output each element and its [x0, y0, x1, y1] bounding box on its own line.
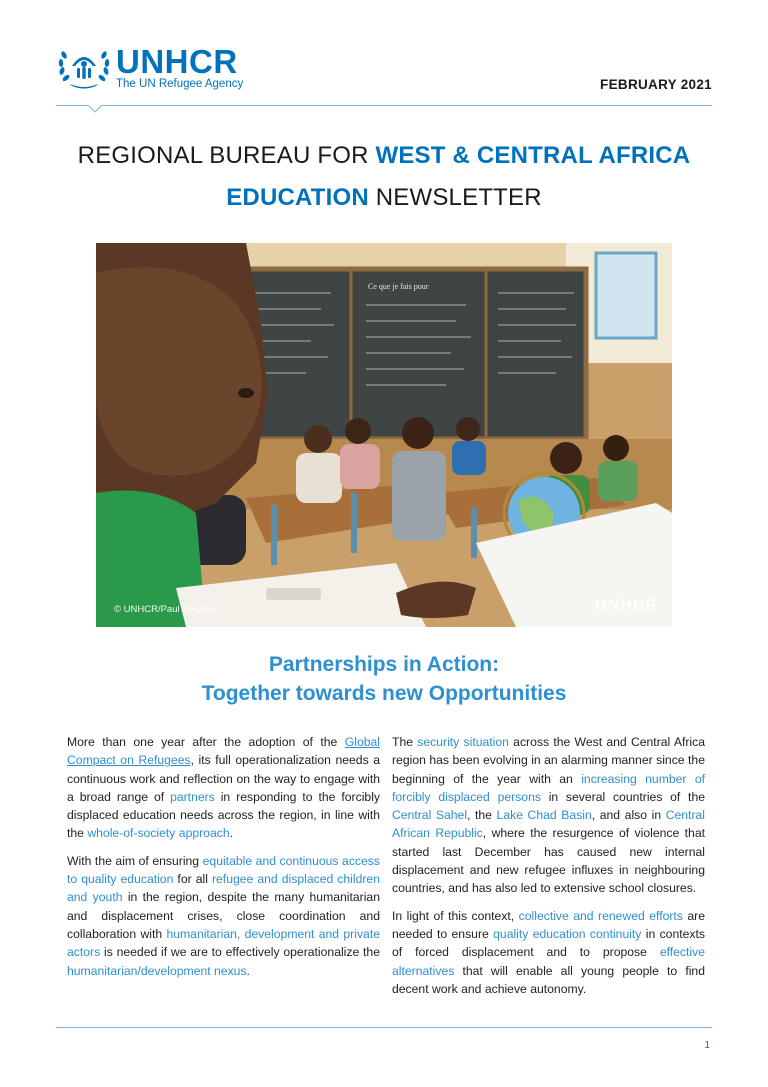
text-run: . [246, 963, 250, 978]
highlight-central-sahel: Central Sahel [392, 808, 468, 823]
highlight-continuity: quality education continuity [493, 926, 642, 941]
text-run: , the [467, 808, 497, 823]
highlight-car: Central African Republic [392, 808, 705, 841]
logo-tagline: The UN Refugee Agency [116, 77, 244, 90]
title-topic: EDUCATION [226, 184, 369, 211]
newsletter-title-line2 [0, 184, 768, 212]
issue-date: FEBRUARY 2021 [600, 77, 712, 92]
right-paragraph-2 [392, 907, 705, 998]
highlight-refugee-children: refugee and displaced children and youth [67, 872, 380, 905]
text-run: The [392, 735, 418, 749]
title-prefix: REGIONAL BUREAU FOR [77, 142, 376, 169]
highlight-whole-of-society: whole-of-society approach [87, 826, 230, 841]
title-region: WEST & CENTRAL AFRICA [375, 142, 691, 169]
text-run: for all [173, 872, 212, 887]
logo-wordmark: UNHCR [116, 42, 238, 80]
classroom-photo [96, 243, 672, 627]
text-run: , where the resurgence of violence that started last December has caused new internal displacement and new refugee influxes in neighbouring countries, and has also led to extensive school closures. [392, 826, 705, 896]
chalkboard-title: Ce que je fais pour [368, 282, 429, 291]
left-column [67, 733, 380, 989]
text-run: in contexts of forced displacement and to propose [392, 926, 705, 960]
text-run: More than one year after the adoption of the [67, 735, 345, 749]
highlight-security-situation: security situation [417, 735, 509, 749]
laurel-emblem-icon [56, 44, 112, 90]
header-divider [56, 105, 712, 106]
text-run: across the West and Central Africa region has been evolving in an alarming manner since the beginning of the year with an [392, 735, 705, 786]
highlight-nexus: humanitarian/development nexus [67, 963, 247, 978]
headline-line2: Together towards new Opportunities [201, 682, 567, 705]
newsletter-title-line1 [0, 142, 768, 170]
highlight-alternatives: effective alternatives [392, 945, 705, 978]
unhcr-logo [56, 44, 243, 90]
article-headline [0, 650, 768, 708]
footer-divider [56, 1027, 712, 1028]
link-global-compact[interactable]: Global Compact on Refugees [67, 735, 380, 768]
text-run: that will enable all young people to find decent work and achieve autonomy. [392, 963, 705, 996]
classroom-photo-illustration [96, 243, 672, 627]
highlight-partners: partners [170, 789, 215, 804]
divider-notch-icon [88, 105, 102, 113]
right-paragraph-1 [392, 733, 705, 898]
text-run: in several countries of the [540, 789, 706, 804]
text-run: . [229, 826, 233, 841]
text-run: , its full operationalization needs a continuous work and reflection on the way to engage with a broad range of [67, 753, 380, 804]
text-run: is needed if we are to effectively operationalize the [100, 945, 380, 960]
text-run: are needed to ensure [392, 908, 705, 941]
highlight-lake-chad: Lake Chad Basin [496, 808, 592, 823]
text-run: in responding to the forcibly displaced education needs across the region, in line with the [67, 789, 380, 841]
right-column [392, 733, 705, 1007]
highlight-actors: humanitarian, development and private actors [67, 926, 380, 960]
title-suffix: NEWSLETTER [368, 184, 542, 211]
left-paragraph-1 [67, 733, 380, 843]
photo-credit: © UNHCR/Paul Absalon [114, 604, 217, 615]
text-run: , and also in [591, 808, 666, 823]
highlight-displaced-persons: increasing number of forcibly displaced persons [392, 771, 706, 804]
headline-line1: Partnerships in Action: [268, 653, 500, 676]
highlight-equitable-access: equitable and continuous access to quality education [67, 853, 380, 887]
text-run: In light of this context, [392, 908, 519, 923]
page-number: 1 [704, 1040, 710, 1051]
highlight-collective-efforts: collective and renewed efforts [518, 908, 683, 923]
text-run: in the region, despite the many humanitarian and displacement crises, close coordination and collaboration with [67, 890, 380, 941]
photo-watermark: UNHCR [595, 597, 658, 614]
left-paragraph-2 [67, 852, 380, 980]
text-run: With the aim of ensuring [67, 853, 203, 868]
